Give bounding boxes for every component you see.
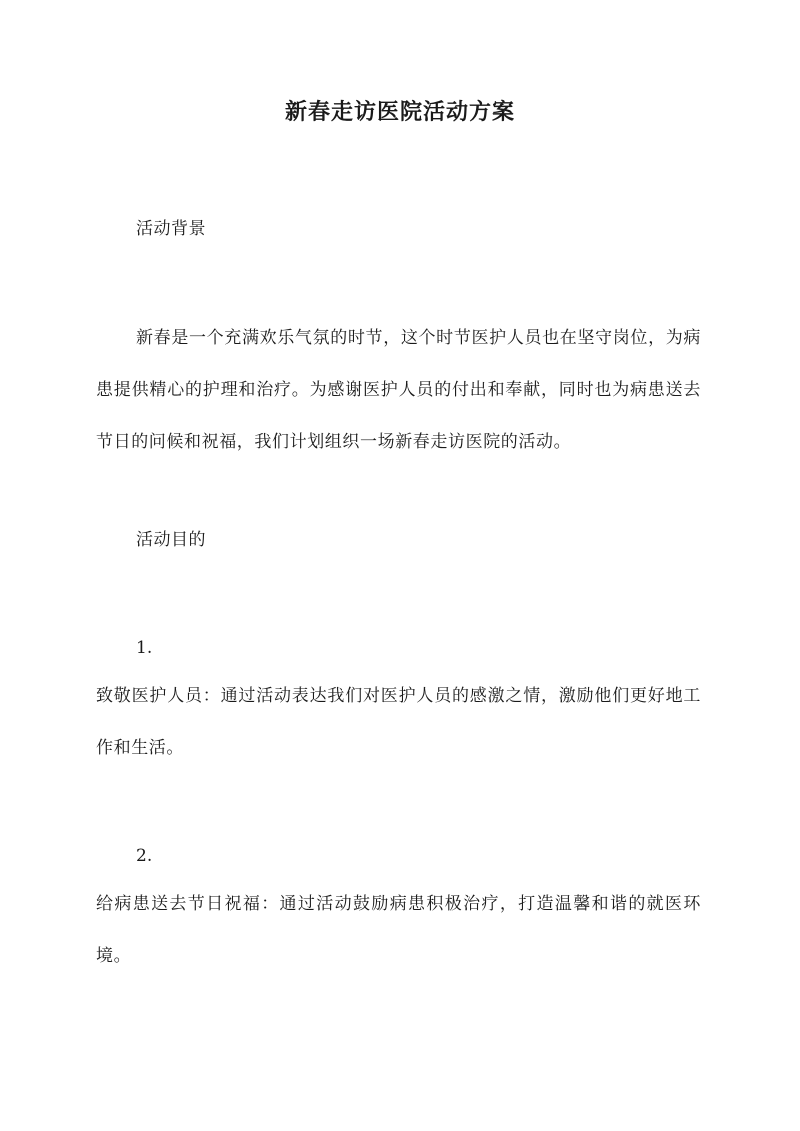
section-heading-background: 活动背景 [136, 219, 206, 239]
section-heading-purpose: 活动目的 [136, 530, 206, 550]
background-paragraph: 新春是一个充满欢乐气氛的时节，这个时节医护人员也在坚守岗位，为病患提供精心的护理和治疗。为感谢医护人员的付出和奉献，同时也为病患送去节日的问候和祝福，我们计划组织一场新春走访医院的活动。 [96, 328, 701, 452]
purpose-item-number-2: 2. [136, 846, 153, 866]
purpose-item-number-1: 1. [136, 638, 153, 658]
document-title: 新春走访医院活动方案 [284, 99, 515, 125]
purpose-item-text-2: 给病患送去节日祝福：通过活动鼓励病患积极治疗，打造温馨和谐的就医环境。 [96, 894, 701, 966]
purpose-item-text-1: 致敬医护人员：通过活动表达我们对医护人员的感激之情，激励他们更好地工作和生活。 [96, 686, 701, 758]
